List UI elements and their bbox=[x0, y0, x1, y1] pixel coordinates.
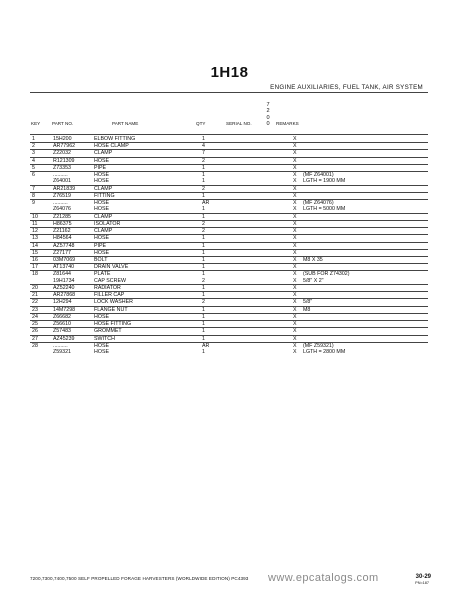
cell-remarks: LGTH = 2800 MM bbox=[303, 349, 346, 356]
cell-key: 8 bbox=[30, 192, 51, 199]
cell-serial-no bbox=[231, 328, 291, 335]
cell-key: 25 bbox=[30, 321, 51, 328]
cell-part-no: Z27177 bbox=[51, 249, 92, 256]
cell-remarks: (MF Z59321) bbox=[301, 342, 428, 349]
cell-serial-no bbox=[231, 150, 291, 157]
table-row bbox=[30, 220, 428, 227]
cell-part-no: Z21285 bbox=[51, 213, 92, 220]
cell-qty: 1 bbox=[200, 321, 231, 328]
cell-key: 5 bbox=[30, 164, 51, 171]
cell-qty: 1 bbox=[202, 136, 205, 142]
cell-remarks bbox=[301, 328, 428, 335]
cell-remarks bbox=[301, 249, 428, 256]
cell-part-no: Z22032 bbox=[51, 150, 92, 157]
cell-serial-no bbox=[231, 213, 291, 220]
cell-part-name: RADIATOR bbox=[92, 284, 200, 291]
cell-serial-no bbox=[231, 299, 291, 306]
cell-qty: 1 bbox=[200, 249, 231, 256]
table-row bbox=[30, 157, 428, 164]
cell-model-mark: X bbox=[291, 143, 301, 150]
cell-serial-no bbox=[231, 292, 291, 299]
cell-serial-no bbox=[231, 164, 291, 171]
cell-serial-no bbox=[231, 136, 291, 143]
cell-remarks bbox=[301, 292, 428, 299]
parts-table bbox=[30, 136, 428, 355]
page-number: 30-29 bbox=[415, 574, 431, 580]
cell-key bbox=[30, 178, 51, 185]
cell-serial-no bbox=[231, 185, 291, 192]
cell-model-mark: X bbox=[291, 342, 301, 349]
cell-serial-no bbox=[231, 306, 291, 313]
cell-part-name: LOCK WASHER bbox=[92, 299, 200, 306]
cell-key: 6 bbox=[30, 172, 51, 179]
cell-serial-no bbox=[231, 342, 291, 349]
cell-model-mark: X bbox=[291, 235, 301, 242]
cell-remarks: (MF Z64001) bbox=[301, 172, 428, 179]
cell-qty: 2 bbox=[200, 299, 231, 306]
cell-serial-no bbox=[231, 335, 291, 342]
cell-model-mark: X bbox=[293, 136, 297, 142]
cell-qty: 2 bbox=[200, 157, 231, 164]
parts-table-body bbox=[30, 136, 428, 355]
table-row bbox=[30, 278, 428, 285]
cell-remarks bbox=[301, 185, 428, 192]
cell-remarks bbox=[301, 143, 428, 150]
cell-remarks: M8 X 35 bbox=[301, 256, 428, 263]
cell-remarks: M8 bbox=[301, 306, 428, 313]
cell-remarks bbox=[301, 335, 428, 342]
column-header-key: KEY bbox=[31, 121, 41, 126]
cell-model-mark: X bbox=[291, 328, 301, 335]
cell-model-mark: X bbox=[291, 249, 301, 256]
cell-qty: 1 bbox=[200, 284, 231, 291]
cell-part-name: SWITCH bbox=[92, 335, 200, 342]
cell-remarks bbox=[301, 192, 428, 199]
cell-model-mark: X bbox=[291, 284, 301, 291]
cell-model-mark: X bbox=[291, 242, 301, 249]
cell-serial-no bbox=[231, 321, 291, 328]
cell-part-name: BOLT bbox=[92, 256, 200, 263]
cell-remarks: LGTH = 5000 MM bbox=[303, 206, 346, 213]
cell-remarks bbox=[301, 284, 428, 291]
table-row bbox=[30, 313, 428, 320]
cell-part-no: AZ45239 bbox=[51, 335, 92, 342]
column-header-part-no: PART NO. bbox=[52, 121, 74, 126]
cell-part-no: .......... bbox=[51, 342, 92, 349]
cell-serial-no bbox=[231, 264, 291, 271]
table-row bbox=[30, 136, 428, 143]
cell-qty: 1 bbox=[200, 328, 231, 335]
model-code-digit: 0 bbox=[266, 114, 270, 121]
cell-model-mark: X bbox=[293, 206, 297, 213]
table-row bbox=[30, 342, 428, 349]
cell-part-no: 14M7298 bbox=[51, 306, 92, 313]
cell-serial-no bbox=[231, 256, 291, 263]
column-header-divider bbox=[30, 134, 428, 135]
cell-serial-no bbox=[231, 157, 291, 164]
cell-key: 26 bbox=[30, 328, 51, 335]
cell-serial-no bbox=[231, 172, 291, 179]
cell-model-mark: X bbox=[291, 228, 301, 235]
table-row bbox=[30, 206, 428, 213]
cell-part-name: HOSE bbox=[92, 200, 200, 207]
cell-part-name: HOSE bbox=[92, 157, 200, 164]
cell-key: 4 bbox=[30, 157, 51, 164]
cell-remarks bbox=[301, 321, 428, 328]
table-row bbox=[30, 328, 428, 335]
cell-part-no: AZ57748 bbox=[51, 242, 92, 249]
cell-part-no: 03M7069 bbox=[51, 256, 92, 263]
table-row bbox=[30, 213, 428, 220]
cell-model-mark: X bbox=[291, 335, 301, 342]
section-subtitle: ENGINE AUXILIARIES, FUEL TANK, AIR SYSTEM bbox=[270, 84, 423, 91]
cell-model-mark: X bbox=[291, 192, 301, 199]
cell-serial-no bbox=[231, 192, 291, 199]
cell-qty: 1 bbox=[200, 264, 231, 271]
cell-part-name: HOSE bbox=[94, 206, 110, 213]
cell-key: 2 bbox=[30, 143, 51, 150]
table-row bbox=[30, 335, 428, 342]
cell-serial-no bbox=[231, 278, 291, 285]
cell-qty: 1 bbox=[200, 256, 231, 263]
cell-part-no: Z73353 bbox=[51, 164, 92, 171]
cell-remarks: (MF Z64076) bbox=[301, 200, 428, 207]
cell-serial-no bbox=[231, 200, 291, 207]
column-header-qty: QTY bbox=[196, 121, 206, 126]
cell-serial-no bbox=[231, 313, 291, 320]
cell-remarks: 5/8" X 2" bbox=[303, 277, 324, 284]
cell-remarks bbox=[301, 228, 428, 235]
model-code-vertical bbox=[263, 102, 273, 127]
cell-part-no: H84564 bbox=[51, 235, 92, 242]
cell-remarks bbox=[301, 164, 428, 171]
cell-qty: 1 bbox=[200, 271, 231, 278]
cell-key bbox=[30, 349, 51, 355]
cell-key: 10 bbox=[30, 213, 51, 220]
cell-qty: 2 bbox=[202, 277, 205, 284]
cell-model-mark: X bbox=[291, 306, 301, 313]
cell-key: 17 bbox=[30, 264, 51, 271]
column-header-serial-no: SERIAL NO. bbox=[226, 121, 252, 126]
cell-part-no: H86375 bbox=[51, 220, 92, 227]
cell-serial-no bbox=[231, 242, 291, 249]
cell-remarks bbox=[301, 235, 428, 242]
cell-part-name: FITTING bbox=[92, 192, 200, 199]
cell-qty: 1 bbox=[200, 313, 231, 320]
cell-serial-no bbox=[231, 178, 291, 185]
cell-model-mark: X bbox=[291, 256, 301, 263]
cell-remarks bbox=[301, 313, 428, 320]
cell-remarks bbox=[301, 213, 428, 220]
table-row bbox=[30, 249, 428, 256]
cell-part-name: PLATE bbox=[92, 271, 200, 278]
table-row bbox=[30, 242, 428, 249]
cell-qty: 1 bbox=[200, 213, 231, 220]
cell-serial-no bbox=[231, 143, 291, 150]
cell-part-name: ELBOW FITTING bbox=[94, 136, 136, 142]
table-row bbox=[30, 256, 428, 263]
cell-remarks bbox=[301, 157, 428, 164]
table-row bbox=[30, 235, 428, 242]
cell-part-no: 19H1734 bbox=[53, 277, 75, 284]
cell-key: 7 bbox=[30, 185, 51, 192]
cell-model-mark: X bbox=[291, 213, 301, 220]
cell-serial-no bbox=[231, 228, 291, 235]
cell-part-name: FILLER CAP bbox=[92, 292, 200, 299]
cell-key: 13 bbox=[30, 235, 51, 242]
cell-part-name: CLAMP bbox=[92, 150, 200, 157]
column-header-part-name: PART NAME bbox=[112, 121, 139, 126]
cell-key: 12 bbox=[30, 228, 51, 235]
cell-key: 21 bbox=[30, 292, 51, 299]
cell-part-name: HOSE FITTING bbox=[92, 321, 200, 328]
cell-qty: AR bbox=[200, 342, 231, 349]
cell-model-mark: X bbox=[291, 321, 301, 328]
cell-qty: 1 bbox=[200, 192, 231, 199]
cell-remarks: 5/8" bbox=[301, 299, 428, 306]
cell-part-no: Z21162 bbox=[51, 228, 92, 235]
cell-part-name: PIPE bbox=[92, 242, 200, 249]
cell-qty: 1 bbox=[200, 335, 231, 342]
cell-serial-no bbox=[231, 284, 291, 291]
cell-part-no: AT13740 bbox=[51, 264, 92, 271]
cell-serial-no bbox=[231, 235, 291, 242]
cell-qty: 1 bbox=[200, 172, 231, 179]
cell-qty: 2 bbox=[200, 220, 231, 227]
cell-part-name: PIPE bbox=[92, 164, 200, 171]
cell-remarks bbox=[301, 136, 428, 143]
header-divider bbox=[30, 92, 428, 93]
cell-serial-no bbox=[231, 349, 291, 355]
cell-part-name: HOSE bbox=[92, 172, 200, 179]
cell-part-name: HOSE bbox=[92, 249, 200, 256]
cell-qty: 1 bbox=[200, 235, 231, 242]
cell-key: 9 bbox=[30, 200, 51, 207]
cell-model-mark: X bbox=[293, 178, 297, 185]
cell-serial-no bbox=[231, 220, 291, 227]
cell-model-mark: X bbox=[291, 271, 301, 278]
table-row bbox=[30, 349, 428, 355]
cell-part-name: CLAMP bbox=[92, 213, 200, 220]
cell-part-no: 15H200 bbox=[53, 136, 72, 142]
table-row bbox=[30, 172, 428, 179]
cell-remarks bbox=[301, 242, 428, 249]
cell-qty: 1 bbox=[200, 306, 231, 313]
table-row bbox=[30, 284, 428, 291]
footer-publication: 7200,7300,7400,7500 SELF PROPELLED FORAGE HARVESTERS (WORLDWIDE EDITION) PC4393 bbox=[30, 576, 249, 581]
table-row bbox=[30, 228, 428, 235]
cell-key: 24 bbox=[30, 313, 51, 320]
cell-key: 3 bbox=[30, 150, 51, 157]
cell-key: 23 bbox=[30, 306, 51, 313]
cell-serial-no bbox=[231, 271, 291, 278]
cell-model-mark: X bbox=[291, 200, 301, 207]
watermark: www.epcatalogs.com bbox=[268, 572, 379, 584]
cell-part-no: Z57483 bbox=[51, 328, 92, 335]
table-row bbox=[30, 271, 428, 278]
cell-part-no: R121309 bbox=[51, 157, 92, 164]
cell-part-name: CLAMP bbox=[92, 185, 200, 192]
cell-qty: 2 bbox=[200, 228, 231, 235]
cell-remarks: (SUB FOR Z74302) bbox=[301, 271, 428, 278]
cell-part-no: Z56610 bbox=[51, 321, 92, 328]
cell-part-no: AR21839 bbox=[51, 185, 92, 192]
cell-qty: 2 bbox=[200, 185, 231, 192]
cell-part-name: CLAMP bbox=[92, 228, 200, 235]
cell-key: 20 bbox=[30, 284, 51, 291]
cell-model-mark: X bbox=[293, 349, 297, 356]
cell-remarks bbox=[301, 264, 428, 271]
cell-model-mark: X bbox=[291, 157, 301, 164]
cell-part-no: Z76519 bbox=[51, 192, 92, 199]
cell-part-no: Z64076 bbox=[53, 206, 71, 213]
cell-part-no: AR27868 bbox=[51, 292, 92, 299]
model-code-digit: 7 bbox=[266, 102, 270, 108]
cell-model-mark: X bbox=[291, 172, 301, 179]
cell-part-name: HOSE bbox=[94, 349, 110, 356]
cell-key: 27 bbox=[30, 335, 51, 342]
table-row bbox=[30, 143, 428, 150]
cell-part-no: Z66682 bbox=[51, 313, 92, 320]
cell-key: 14 bbox=[30, 242, 51, 249]
table-row bbox=[30, 264, 428, 271]
table-row bbox=[30, 185, 428, 192]
cell-part-name: DRAIN VALVE bbox=[92, 264, 200, 271]
cell-remarks bbox=[301, 150, 428, 157]
table-row bbox=[30, 192, 428, 199]
cell-key: 1 bbox=[32, 136, 35, 142]
page-sub-number: PN=187 bbox=[415, 581, 429, 585]
cell-model-mark: X bbox=[291, 164, 301, 171]
model-code-digit: 0 bbox=[266, 120, 270, 127]
cell-key: 22 bbox=[30, 299, 51, 306]
cell-model-mark: X bbox=[291, 299, 301, 306]
cell-part-name: HOSE CLAMP bbox=[92, 143, 200, 150]
table-row bbox=[30, 150, 428, 157]
table-row bbox=[30, 321, 428, 328]
cell-part-no: Z59321 bbox=[53, 349, 71, 356]
model-code-digit: 2 bbox=[266, 108, 270, 115]
cell-part-no: Z81644 bbox=[51, 271, 92, 278]
cell-remarks bbox=[301, 220, 428, 227]
cell-part-name: HOSE bbox=[92, 342, 200, 349]
cell-part-no: 12H294 bbox=[51, 299, 92, 306]
cell-part-name: GROMMET bbox=[92, 328, 200, 335]
cell-qty: 1 bbox=[202, 178, 205, 185]
cell-part-name: FLANGE NUT bbox=[92, 306, 200, 313]
cell-model-mark: X bbox=[291, 292, 301, 299]
cell-qty: 1 bbox=[200, 292, 231, 299]
table-row bbox=[30, 299, 428, 306]
table-row bbox=[30, 306, 428, 313]
table-row bbox=[30, 292, 428, 299]
cell-part-name: HOSE bbox=[92, 235, 200, 242]
cell-remarks: LGTH = 1900 MM bbox=[303, 178, 346, 185]
cell-qty: 1 bbox=[202, 349, 205, 356]
cell-qty: 1 bbox=[200, 242, 231, 249]
cell-key bbox=[30, 206, 51, 213]
cell-model-mark: X bbox=[293, 277, 297, 284]
cell-part-no: .......... bbox=[51, 200, 92, 207]
cell-model-mark: X bbox=[291, 185, 301, 192]
cell-qty: AR bbox=[200, 200, 231, 207]
table-row bbox=[30, 200, 428, 207]
cell-model-mark: X bbox=[291, 150, 301, 157]
table-row bbox=[30, 164, 428, 171]
cell-part-no: AR77962 bbox=[51, 143, 92, 150]
cell-serial-no bbox=[231, 249, 291, 256]
cell-part-no: Z64001 bbox=[53, 178, 71, 185]
cell-part-no: .......... bbox=[51, 172, 92, 179]
cell-key: 28 bbox=[30, 342, 51, 349]
cell-key: 16 bbox=[30, 256, 51, 263]
cell-part-no: AZ52240 bbox=[51, 284, 92, 291]
table-row bbox=[30, 178, 428, 185]
cell-part-name: CAP SCREW bbox=[94, 277, 126, 284]
cell-model-mark: X bbox=[291, 220, 301, 227]
cell-part-name: HOSE bbox=[94, 178, 110, 185]
cell-qty: 4 bbox=[200, 143, 231, 150]
section-title: 1H18 bbox=[210, 64, 249, 81]
cell-key: 11 bbox=[30, 220, 51, 227]
column-header-remarks: REMARKS bbox=[276, 121, 299, 126]
cell-serial-no bbox=[231, 206, 291, 213]
cell-key: 18 bbox=[30, 271, 51, 278]
cell-part-name: HOSE bbox=[92, 313, 200, 320]
cell-qty: 1 bbox=[202, 206, 205, 213]
cell-key: 15 bbox=[30, 249, 51, 256]
cell-part-name: ISOLATOR bbox=[92, 220, 200, 227]
cell-qty: 7 bbox=[200, 150, 231, 157]
cell-key bbox=[30, 278, 51, 285]
cell-model-mark: X bbox=[291, 264, 301, 271]
cell-model-mark: X bbox=[291, 313, 301, 320]
cell-qty: 1 bbox=[200, 164, 231, 171]
